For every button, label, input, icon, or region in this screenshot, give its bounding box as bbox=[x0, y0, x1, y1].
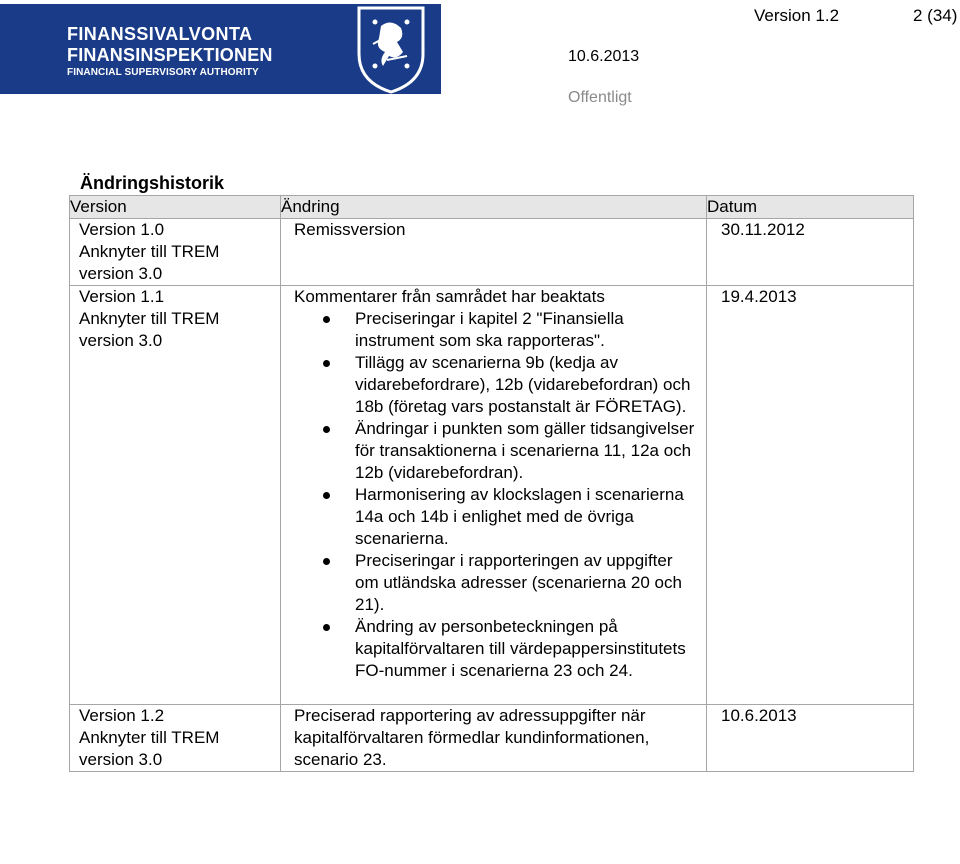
version-reference: Anknyter till TREM bbox=[79, 242, 220, 261]
list-item bbox=[281, 550, 706, 616]
list-item-text: Harmonisering av klockslagen i scenarierna 14a och 14b i enlighet med de övriga scenarierna. bbox=[355, 485, 684, 548]
list-item bbox=[281, 616, 706, 682]
column-header-version: Version bbox=[70, 196, 281, 219]
logo-line-1: FINANSSIVALVONTA bbox=[67, 24, 253, 44]
list-item-text: Preciseringar i rapporteringen av uppgifter om utländska adresser (scenarierna 20 och 21). bbox=[355, 551, 682, 614]
bullet-icon bbox=[323, 316, 330, 323]
change-cell bbox=[281, 219, 707, 286]
list-item-text: Ändring av personbeteckningen på kapitalförvaltaren till värdepappersinstitutets FO-nummer i scenarierna 23 och 24. bbox=[355, 617, 686, 680]
change-description: Remissversion bbox=[294, 220, 406, 239]
column-header-date: Datum bbox=[707, 196, 914, 219]
lion-seal-icon bbox=[351, 4, 431, 94]
version-cell bbox=[70, 705, 281, 772]
change-date: 10.6.2013 bbox=[721, 706, 797, 725]
version-number: Version 1.1 bbox=[79, 287, 165, 306]
list-item-text: Tillägg av scenarierna 9b (kedja av vidarebefordrare), 12b (vidarebefordran) och 18b (företag vars postanstalt är FÖRETAG). bbox=[355, 353, 691, 416]
change-history-table bbox=[69, 195, 914, 772]
change-cell bbox=[281, 705, 707, 772]
logo-line-3: FINANCIAL SUPERVISORY AUTHORITY bbox=[67, 67, 259, 78]
change-date: 19.4.2013 bbox=[721, 287, 797, 306]
document-date: 10.6.2013 bbox=[568, 48, 640, 65]
date-cell bbox=[707, 219, 914, 286]
change-description: Kommentarer från samrådet har beaktats bbox=[294, 287, 605, 306]
authority-logo bbox=[0, 4, 441, 94]
version-reference-number: version 3.0 bbox=[79, 331, 163, 350]
list-item-text: Preciseringar i kapitel 2 "Finansiella instrument som ska rapporteras". bbox=[355, 309, 624, 350]
version-reference-number: version 3.0 bbox=[79, 264, 163, 283]
list-item bbox=[281, 484, 706, 550]
page-number: 2 (34) bbox=[913, 6, 958, 25]
section-title: Ändringshistorik bbox=[80, 173, 225, 193]
bullet-icon bbox=[323, 360, 330, 367]
list-item bbox=[281, 418, 706, 484]
bullet-icon bbox=[323, 624, 330, 631]
table-row bbox=[70, 219, 914, 286]
table-row bbox=[70, 705, 914, 772]
bullet-icon bbox=[323, 426, 330, 433]
bullet-icon bbox=[323, 558, 330, 565]
version-number: Version 1.0 bbox=[79, 220, 165, 239]
column-header-change: Ändring bbox=[281, 196, 707, 219]
change-date: 30.11.2012 bbox=[721, 220, 805, 239]
version-cell bbox=[70, 219, 281, 286]
list-item bbox=[281, 352, 706, 418]
list-item-text: Ändringar i punkten som gäller tidsangivelser för transaktionerna i scenarierna 11, 12a och 12b (vidarebefordran). bbox=[355, 419, 695, 482]
logo-line-2: FINANSINSPEKTIONEN bbox=[67, 45, 273, 65]
table-header-row bbox=[70, 196, 914, 219]
bullet-icon bbox=[323, 492, 330, 499]
date-cell bbox=[707, 286, 914, 705]
version-number: Version 1.2 bbox=[79, 706, 165, 725]
version-reference-number: version 3.0 bbox=[79, 750, 163, 769]
version-reference: Anknyter till TREM bbox=[79, 728, 220, 747]
version-cell bbox=[70, 286, 281, 705]
change-bullet-list bbox=[281, 308, 706, 682]
change-description: Preciserad rapportering av adressuppgifter när kapitalförvaltaren förmedlar kundinformationen, scenario 23. bbox=[294, 706, 650, 769]
classification-label: Offentligt bbox=[568, 89, 632, 106]
version-reference: Anknyter till TREM bbox=[79, 309, 220, 328]
document-version: Version 1.2 bbox=[754, 6, 840, 25]
list-item bbox=[281, 308, 706, 352]
table-row bbox=[70, 286, 914, 705]
change-cell bbox=[281, 286, 707, 705]
date-cell bbox=[707, 705, 914, 772]
